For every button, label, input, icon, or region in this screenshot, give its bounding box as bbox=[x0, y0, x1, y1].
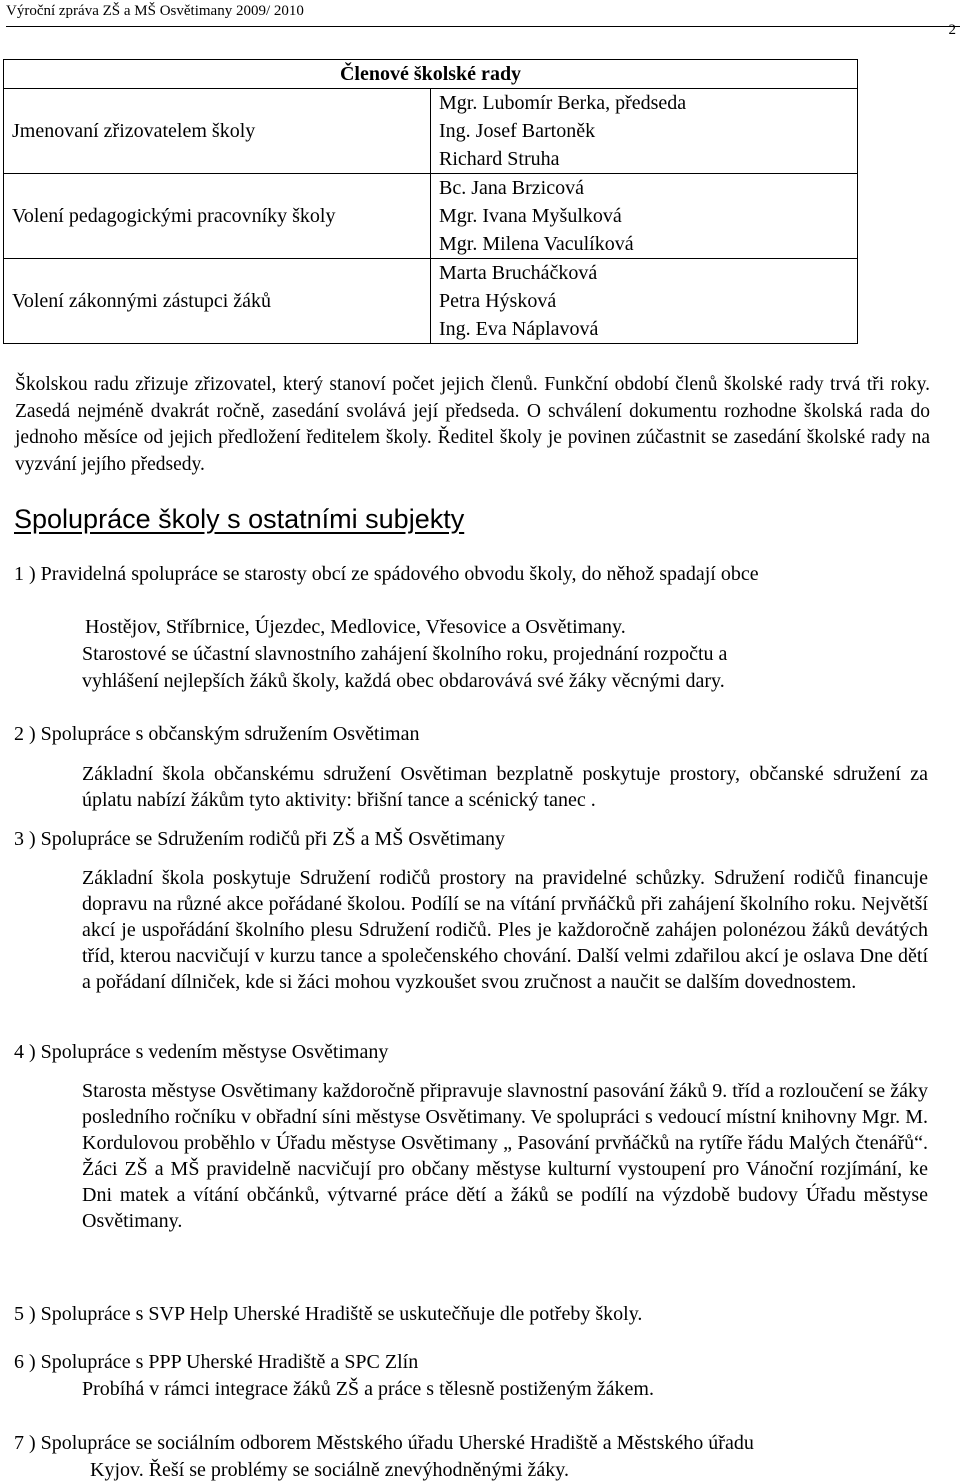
table-row bbox=[4, 174, 858, 259]
item-title: 7 ) Spolupráce se sociálním odborem Městského úřadu Uherské Hradiště a Městského úřadu bbox=[14, 1432, 754, 1454]
member-name: Mgr. Milena Vaculíková bbox=[439, 233, 634, 255]
member-name: Mgr. Ivana Myšulková bbox=[439, 205, 622, 227]
table-row bbox=[4, 89, 858, 174]
item-text: Základní škola občanskému sdružení Osvětiman bezplatně poskytuje prostory, občanské sdružení za úplatu nabízí žákům tyto aktivity: břišní tance a scénický tanec . bbox=[82, 763, 928, 811]
member-name: Ing. Eva Náplavová bbox=[439, 318, 599, 340]
item-text-line: Starostové se účastní slavnostního zahájení školního roku, projednání rozpočtu a bbox=[82, 643, 728, 665]
section-heading: Spolupráce školy s ostatními subjekty bbox=[14, 504, 465, 534]
member-name: Richard Struha bbox=[439, 148, 560, 170]
item-text: Kyjov. Řeší se problémy se sociálně znevýhodněnými žáky. bbox=[90, 1459, 569, 1481]
member-name: Bc. Jana Brzicová bbox=[439, 177, 584, 199]
group-label: Jmenovaní zřizovatelem školy bbox=[4, 89, 431, 174]
table-row bbox=[4, 259, 858, 344]
item-title: 2 ) Spolupráce s občanským sdružením Osvětiman bbox=[14, 723, 420, 745]
member-name: Ing. Josef Bartoněk bbox=[439, 120, 596, 142]
group-members bbox=[431, 259, 858, 344]
item-title: 4 ) Spolupráce s vedením městyse Osvětimany bbox=[14, 1041, 389, 1063]
member-name: Marta Brucháčková bbox=[439, 262, 598, 284]
group-label: Volení pedagogickými pracovníky školy bbox=[4, 174, 431, 259]
table-title-row bbox=[4, 60, 858, 89]
item-title: 1 ) Pravidelná spolupráce se starosty obcí ze spádového obvodu školy, do něhož spadají obce bbox=[14, 563, 759, 585]
group-members bbox=[431, 89, 858, 174]
item-title: 5 ) Spolupráce s SVP Help Uherské Hradiště se uskutečňuje dle potřeby školy. bbox=[14, 1303, 643, 1325]
item-text: Starosta městyse Osvětimany každoročně připravuje slavnostní pasování žáků 9. tříd a rozloučení se žáky posledního ročníku v obřadní síni městyse Osvětimany. Ve spolupráci s vedoucí místní knihovny Mgr. M. Kordulovou proběhlo v Úřadu městyse Osvětimany „ Pasování prvňáčků na rytíře řádu Malých čtenářů“. Žáci ZŠ a MŠ pravidelně nacvičují pro občany městyse kulturní vystoupení pro Vánoční rozjímání, ke Dni matek a vítání občánků, výtvarné práce dětí a žáků se podílí na výzdobě budovy Úřadu městyse Osvětimany. bbox=[82, 1080, 928, 1232]
page-header: Výroční zpráva ZŠ a MŠ Osvětimany 2009/ 2010 bbox=[6, 3, 304, 19]
header-rule bbox=[6, 26, 960, 27]
group-label: Volení zákonnými zástupci žáků bbox=[4, 259, 431, 344]
school-board-table bbox=[3, 59, 858, 344]
board-description: Školskou radu zřizuje zřizovatel, který stanoví počet jejich členů. Funkční období členů školské rady trvá tři roky. Zasedá nejméně dvakrát ročně, zasedání svolává její předseda. O schválení dokumentu rozhodne školská rada do jednoho měsíce od jejich předložení ředitelem školy. Ředitel školy je povinen zúčastnit se zasedání školské rady na vyzvání jejího předsedy. bbox=[15, 374, 930, 475]
member-name: Mgr. Lubomír Berka, předseda bbox=[439, 92, 687, 114]
item-text: Probíhá v rámci integrace žáků ZŠ a práce s tělesně postiženým žákem. bbox=[82, 1378, 654, 1400]
item-text-line: vyhlášení nejlepších žáků školy, každá obec obdarovává své žáky věcnými dary. bbox=[82, 670, 725, 692]
item-title: 3 ) Spolupráce se Sdružením rodičů při ZŠ a MŠ Osvětimany bbox=[14, 828, 506, 850]
member-name: Petra Hýsková bbox=[439, 290, 557, 312]
table-title: Členové školské rady bbox=[4, 60, 858, 89]
item-title: 6 ) Spolupráce s PPP Uherské Hradiště a SPC Zlín bbox=[14, 1351, 419, 1373]
item-text-line: Hostějov, Stříbrnice, Újezdec, Medlovice, Vřesovice a Osvětimany. bbox=[85, 616, 626, 638]
page-number: 2 bbox=[948, 22, 956, 38]
group-members bbox=[431, 174, 858, 259]
item-text: Základní škola poskytuje Sdružení rodičů prostory na pravidelné schůzky. Sdružení rodičů financuje dopravu na různé akce pořádané školou. Podílí se na vítání prvňáčků při zahájení školního roku. Největší akcí je uspořádání školního plesu Sdružení rodičů. Ples je každoročně zahájen polonézou žáků devátých tříd, kterou nacvičují v kurzu tance a společenského chování. Další velmi zdařilou akcí je oslava Dne dětí a pořádaní dílniček, kde si žáci mohou vyzkoušet svou zručnost a naučit se dalším dovednostem. bbox=[82, 867, 928, 993]
